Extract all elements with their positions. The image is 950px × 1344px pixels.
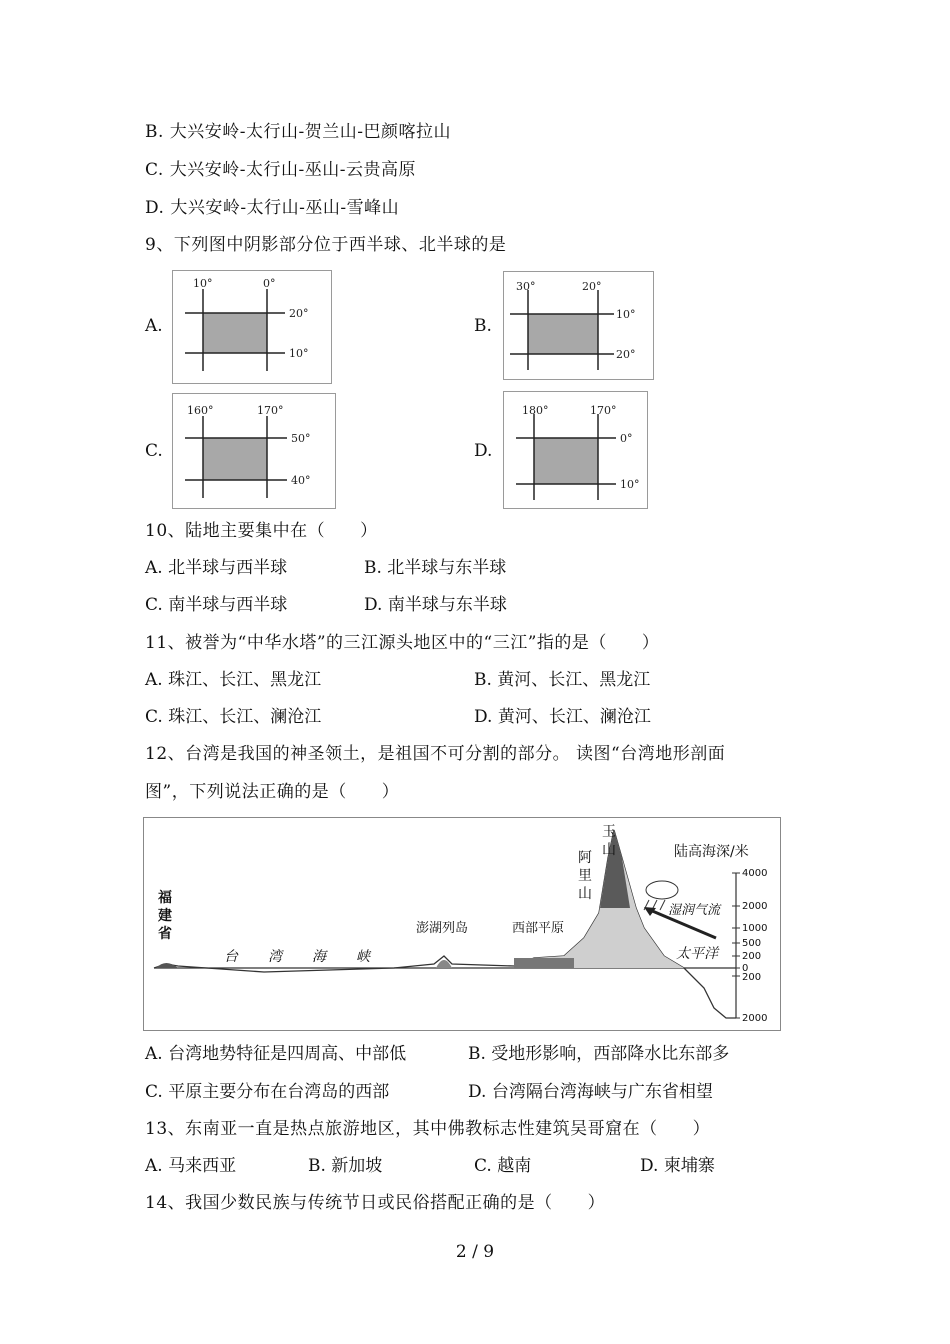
- lat-label: 0°: [620, 432, 633, 445]
- q11-option-d: D. 黄河、长江、澜沧江: [474, 707, 651, 727]
- q13-option-b: B. 新加坡: [308, 1156, 383, 1176]
- q14-stem: 14、我国少数民族与传统节日或民俗搭配正确的是（ ）: [145, 1193, 606, 1213]
- q13-option-a: A. 马来西亚: [145, 1156, 237, 1176]
- q8-option-c: C. 大兴安岭-太行山-巫山-云贵高原: [145, 160, 416, 180]
- lat-label: 20°: [616, 348, 636, 361]
- q12-option-d: D. 台湾隔台湾海峡与广东省相望: [468, 1082, 713, 1102]
- cloud-icon: [646, 881, 678, 899]
- strait-label: 台: [224, 949, 238, 965]
- fujian-label: 建: [158, 908, 172, 924]
- q11-option-b: B. 黄河、长江、黑龙江: [474, 670, 651, 690]
- q9-option-d-letter: D.: [474, 441, 493, 461]
- q12-option-a: A. 台湾地势特征是四周高、中部低: [145, 1044, 407, 1064]
- lat-label: 10°: [289, 347, 309, 360]
- lat-label: 10°: [616, 308, 636, 321]
- q13-option-d: D. 柬埔寨: [640, 1156, 715, 1176]
- q13-stem: 13、东南亚一直是热点旅游地区，其中佛教标志性建筑吴哥窟在（ ）: [145, 1119, 711, 1139]
- q10-option-c: C. 南半球与西半球: [145, 595, 288, 615]
- axis-tick: 1000: [742, 923, 768, 934]
- q11-stem: 11、被誉为“中华水塔”的三江源头地区中的“三江”指的是（ ）: [145, 633, 660, 653]
- q12-stem-line2: 图”，下列说法正确的是（ ）: [145, 782, 400, 802]
- page-number: 2 / 9: [455, 1242, 495, 1262]
- q12-stem-line1: 12、台湾是我国的神圣领土，是祖国不可分割的部分。 读图“台湾地形剖面: [145, 744, 726, 764]
- taiwan-terrain-profile: [143, 817, 781, 1031]
- strait-label: 湾: [268, 949, 282, 965]
- strait-label: 海: [312, 949, 326, 965]
- axis-tick: 0: [742, 963, 749, 974]
- q9-option-d-grid: [503, 391, 648, 509]
- lon-label: 30°: [516, 280, 536, 293]
- penghu-label: 澎湖列岛: [416, 921, 469, 936]
- lat-label: 40°: [291, 474, 311, 487]
- q9-option-c-letter: C.: [145, 441, 163, 461]
- airflow-label: 湿润气流: [668, 903, 721, 918]
- lat-label: 10°: [620, 478, 640, 491]
- q13-option-c: C. 越南: [474, 1156, 532, 1176]
- pacific-label: 太平洋: [676, 946, 718, 962]
- axis-tick: 4000: [742, 868, 768, 879]
- q12-option-c: C. 平原主要分布在台湾岛的西部: [145, 1082, 390, 1102]
- fujian-label: 省: [158, 926, 172, 942]
- q9-option-c-grid: [172, 393, 336, 509]
- q9-option-b-grid: [503, 271, 654, 380]
- q9-option-b-letter: B.: [474, 316, 492, 336]
- lon-label: 170°: [590, 404, 617, 417]
- q10-option-d: D. 南半球与东半球: [364, 595, 507, 615]
- lon-label: 180°: [522, 404, 549, 417]
- lat-label: 20°: [289, 307, 309, 320]
- axis-tick: 500: [742, 938, 762, 949]
- axis-tick: 200: [742, 972, 762, 983]
- q9-option-a-grid: [172, 270, 332, 384]
- yushan-label: 玉: [602, 824, 616, 840]
- q9-option-a-letter: A.: [145, 316, 163, 336]
- lon-label: 160°: [187, 404, 214, 417]
- axis-title: 陆高海深/米: [674, 844, 749, 860]
- lat-label: 50°: [291, 432, 311, 445]
- axis-tick: 200: [742, 951, 762, 962]
- q8-option-d: D. 大兴安岭-太行山-巫山-雪峰山: [145, 198, 400, 218]
- west-plain-label: 西部平原: [512, 921, 565, 936]
- yushan-label: 山: [602, 842, 616, 858]
- q12-option-b: B. 受地形影响，西部降水比东部多: [468, 1044, 730, 1064]
- axis-tick: 2000: [742, 901, 768, 912]
- axis-tick: 2000: [742, 1013, 768, 1024]
- q8-option-b: B. 大兴安岭-太行山-贺兰山-巴颜喀拉山: [145, 122, 452, 142]
- q10-stem: 10、陆地主要集中在（ ）: [145, 521, 378, 541]
- alishan-label: 山: [578, 886, 592, 902]
- q9-stem: 9、下列图中阴影部分位于西半球、北半球的是: [145, 235, 507, 255]
- q11-option-a: A. 珠江、长江、黑龙江: [145, 670, 322, 690]
- fujian-label: 福: [158, 890, 172, 906]
- lon-label: 0°: [263, 277, 276, 290]
- q10-option-a: A. 北半球与西半球: [145, 558, 288, 578]
- alishan-label: 阿: [578, 850, 592, 866]
- q10-option-b: B. 北半球与东半球: [364, 558, 507, 578]
- lon-label: 10°: [193, 277, 213, 290]
- lon-label: 20°: [582, 280, 602, 293]
- lon-label: 170°: [257, 404, 284, 417]
- q11-option-c: C. 珠江、长江、澜沧江: [145, 707, 322, 727]
- strait-label: 峡: [356, 949, 370, 965]
- alishan-label: 里: [578, 868, 592, 884]
